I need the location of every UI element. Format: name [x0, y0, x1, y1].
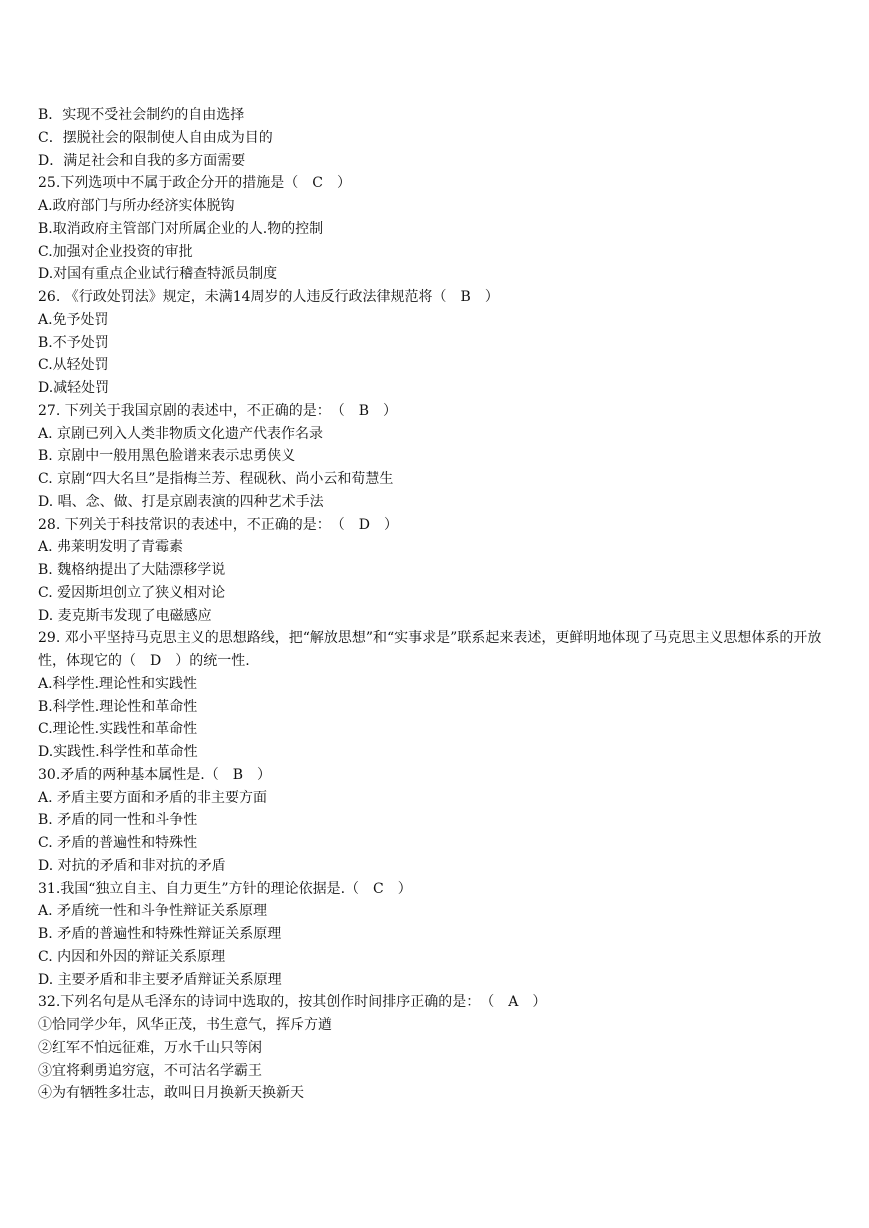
question-28: 28. 下列关于科技常识的表述中，不正确的是： （ D ）	[38, 516, 398, 533]
question-26-option-b: B.不予处罚	[38, 334, 109, 351]
question-30-option-b: B. 矛盾的同一性和斗争性	[38, 812, 198, 829]
question-26-option-d: D.减轻处罚	[38, 380, 110, 396]
option-c-line: C．摆脱社会的限制使人自由成为目的	[38, 129, 273, 146]
question-text-block	[38, 104, 848, 1105]
question-26-option-a: A.免予处罚	[38, 311, 109, 328]
question-25-option-b: B.取消政府主管部门对所属企业的人.物的控制	[38, 220, 324, 237]
question-31: 31.我国“独立自主、自力更生”方针的理论依据是.（ C ）	[38, 880, 412, 897]
question-29-option-d: D.实践性.科学性和革命性	[38, 744, 198, 760]
question-31-option-d: D. 主要矛盾和非主要矛盾辩证关系原理	[38, 971, 282, 988]
question-31-option-b: B. 矛盾的普遍性和特殊性辩证关系原理	[38, 926, 282, 942]
question-32-verse-4: ④为有牺牲多壮志，敢叫日月换新天换新天	[38, 1085, 304, 1102]
question-26: 26. 《行政处罚法》规定，未满14周岁的人违反行政法律规范将（ B ）	[38, 289, 499, 305]
question-26-option-c: C.从轻处罚	[38, 357, 109, 374]
question-30-option-c: C. 矛盾的普遍性和特殊性	[38, 835, 198, 851]
question-29-option-c: C.理论性.实践性和革命性	[38, 721, 198, 738]
question-27-option-c: C. 京剧“四大名旦”是指梅兰芳、程砚秋、尚小云和荀慧生	[38, 471, 394, 487]
question-28-option-b: B. 魏格纳提出了大陆漂移学说	[38, 562, 226, 578]
option-b-line: B．实现不受社会制约的自由选择	[38, 107, 245, 123]
question-27-option-d: D. 唱、念、做、打是京剧表演的四种艺术手法	[38, 493, 324, 510]
question-25-option-d: D.对国有重点企业试行稽查特派员制度	[38, 266, 278, 283]
question-29: 29. 邓小平坚持马克思主义的思想路线，把“解放思想”和“实事求是”联系起来表述，更鲜明地体现了马克思主义思想体系的开放性，体现它的（ D ）的统一性.	[38, 630, 822, 669]
question-29-option-a: A.科学性.理论性和实践性	[38, 675, 198, 692]
question-32-verse-2: ②红军不怕远征难，万水千山只等闲	[38, 1039, 262, 1056]
option-d-line: D．满足社会和自我的多方面需要	[38, 152, 246, 169]
question-30-option-a: A. 矛盾主要方面和矛盾的非主要方面	[38, 789, 268, 806]
question-27-option-a: A. 京剧已列入人类非物质文化遗产代表作名录	[38, 425, 324, 442]
question-32: 32.下列名句是从毛泽东的诗词中选取的，按其创作时间排序正确的是： （ A ）	[38, 994, 547, 1011]
question-30: 30.矛盾的两种基本属性是.（ B ）	[38, 766, 272, 783]
question-32-verse-1: ①恰同学少年，风华正茂，书生意气，挥斥方遒	[38, 1017, 332, 1033]
question-25-option-c: C.加强对企业投资的审批	[38, 243, 193, 260]
question-25-option-a: A.政府部门与所办经济实体脱钩	[38, 198, 235, 214]
question-31-option-c: C. 内因和外因的辩证关系原理	[38, 948, 226, 965]
question-28-option-d: D. 麦克斯韦发现了电磁感应	[38, 607, 212, 624]
question-29-option-b: B.科学性.理论性和革命性	[38, 698, 198, 715]
question-25: 25.下列选项中不属于政企分开的措施是（ C ）	[38, 175, 351, 192]
question-27-option-b: B. 京剧中一般用黑色脸谱来表示忠勇侠义	[38, 448, 296, 465]
question-32-verse-3: ③宜将剩勇追穷寇，不可沽名学霸王	[38, 1062, 262, 1079]
question-28-option-a: A. 弗莱明发明了青霉素	[38, 539, 184, 556]
question-27: 27. 下列关于我国京剧的表述中，不正确的是： （ B ）	[38, 402, 398, 419]
question-30-option-d: D. 对抗的矛盾和非对抗的矛盾	[38, 857, 226, 874]
question-31-option-a: A. 矛盾统一性和斗争性辩证关系原理	[38, 903, 268, 920]
question-28-option-c: C. 爱因斯坦创立了狭义相对论	[38, 584, 226, 601]
